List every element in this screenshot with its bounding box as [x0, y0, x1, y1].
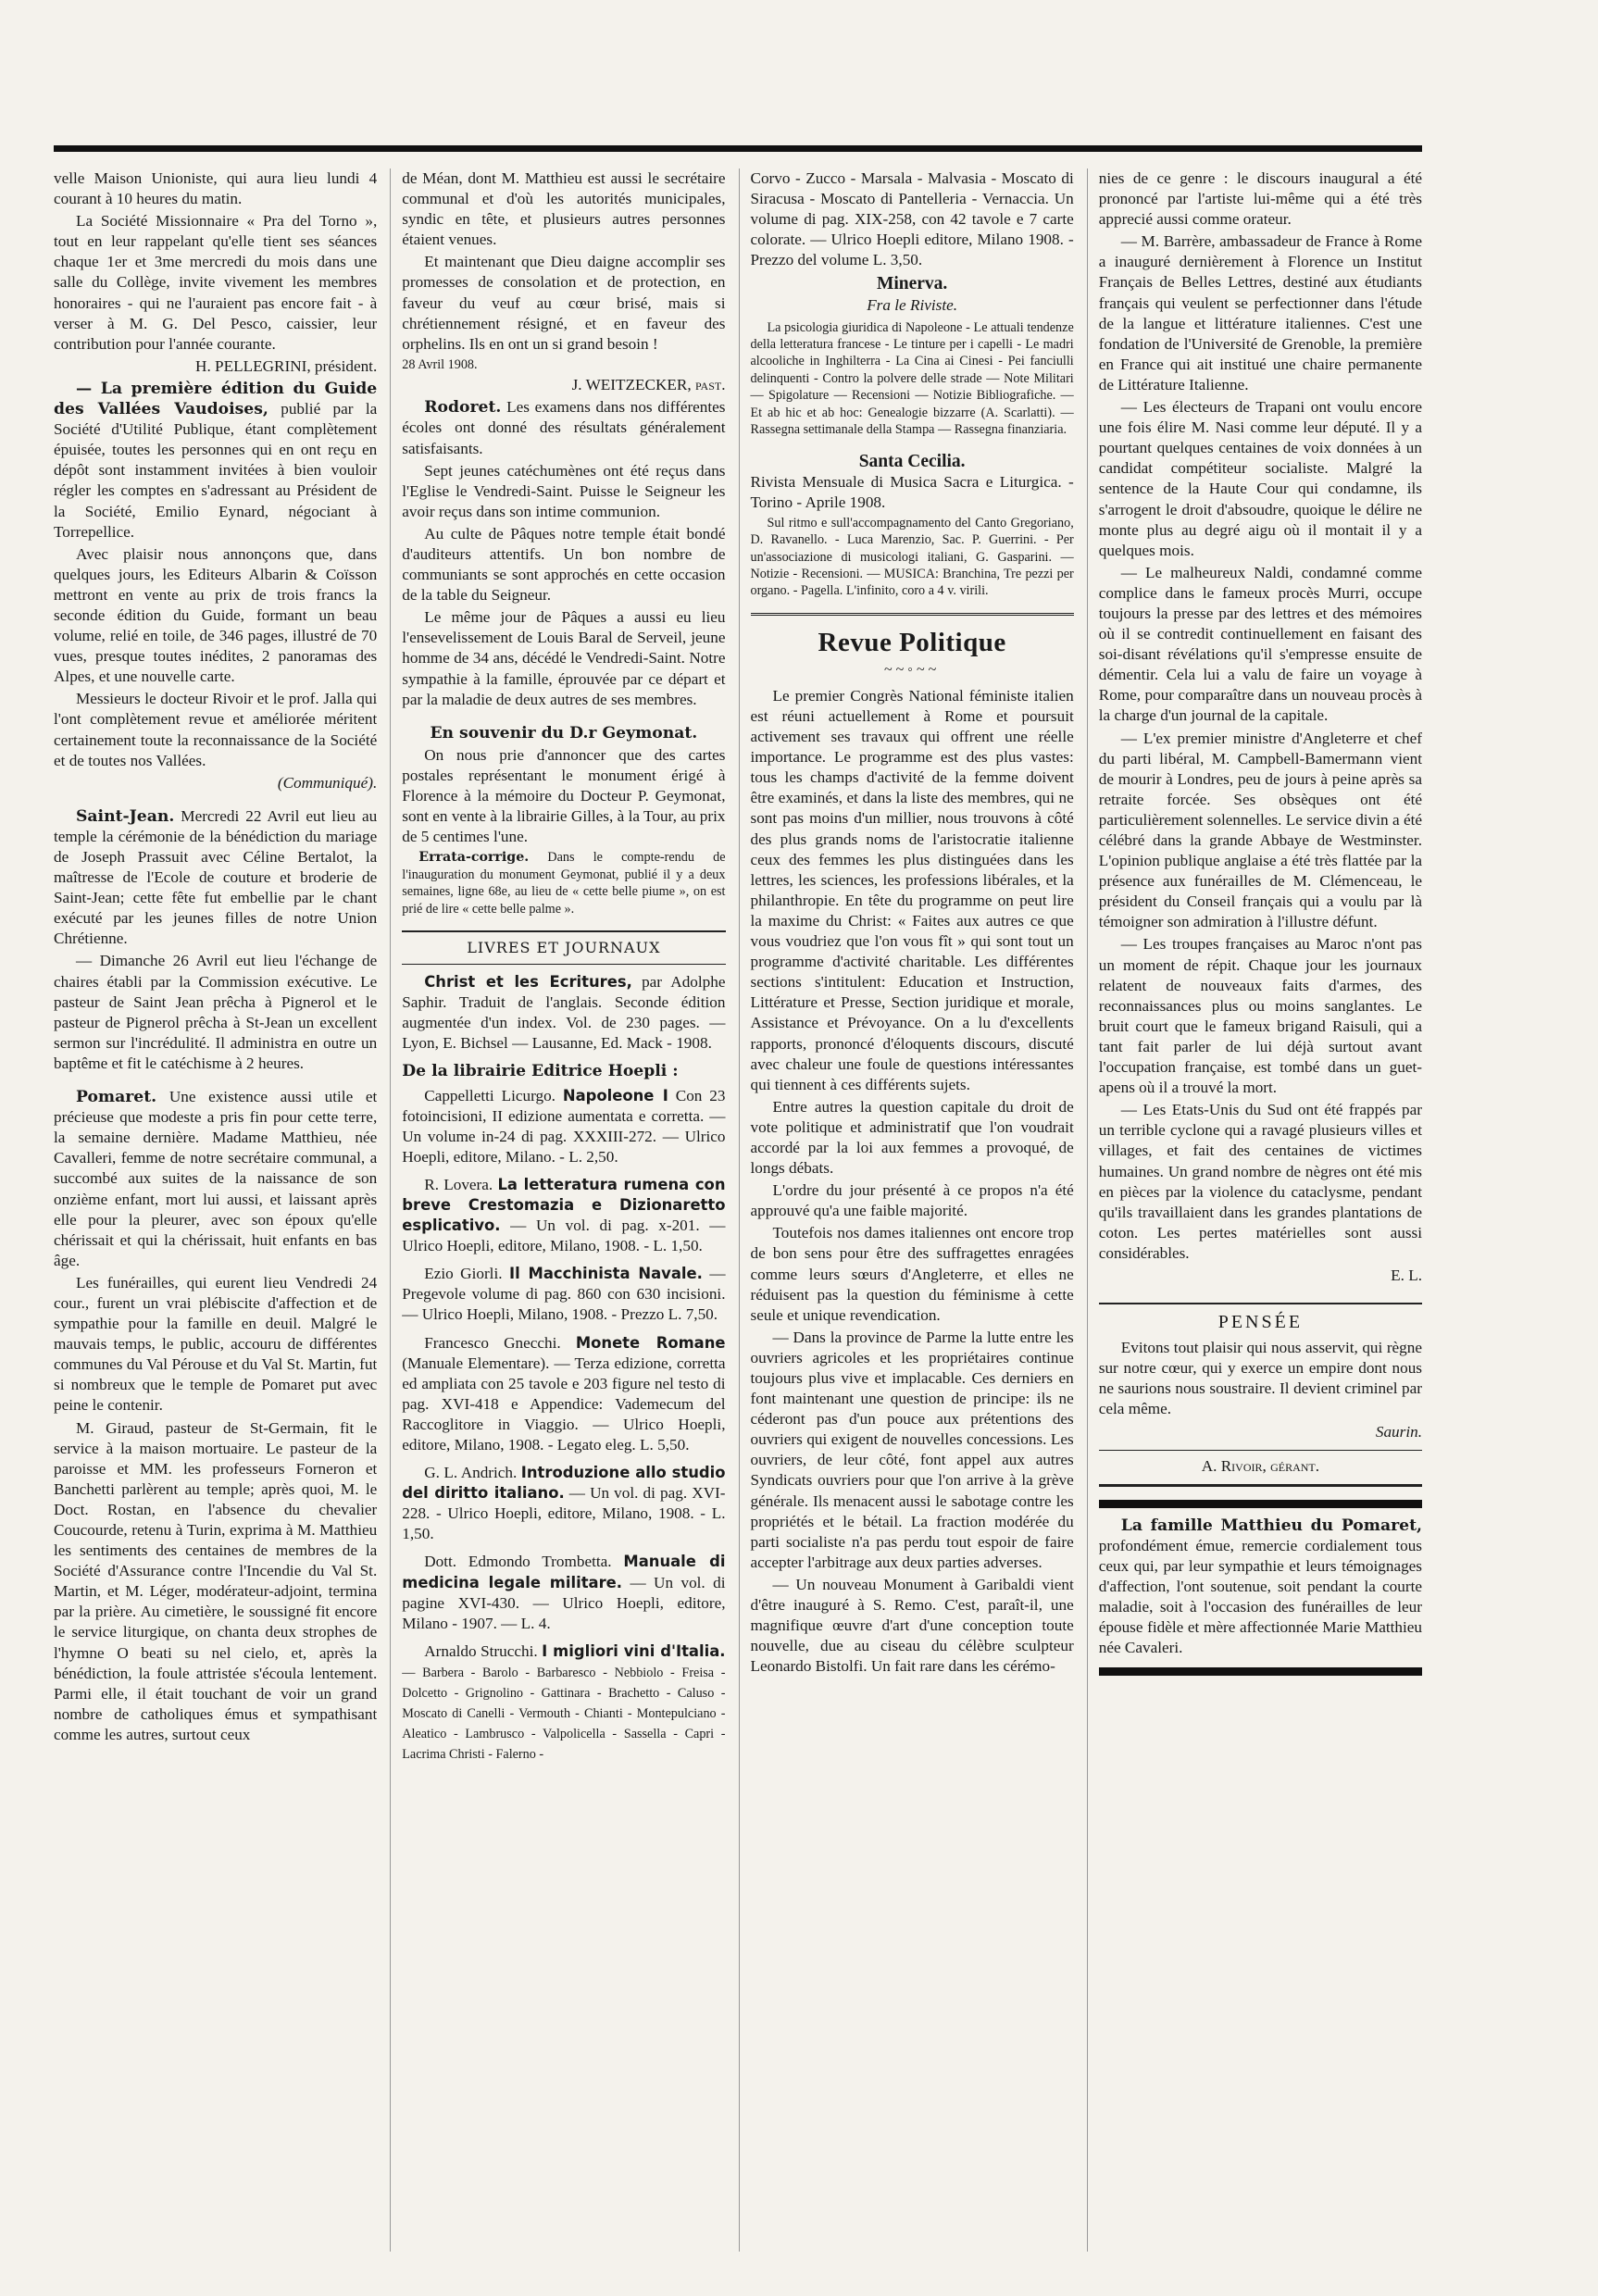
flourish-ornament: ~~◦~~	[883, 661, 941, 678]
saint-jean-headline: Saint-Jean.	[76, 806, 175, 826]
guide-headline: — La première édition du Guide des Vallées Vaudoises,	[54, 379, 378, 419]
errata-headline: Errata-corrige.	[418, 850, 530, 866]
revue-cont-paragraph-4: — Le malheureux Naldi, condamné comme complice dans le fameux procès Murri, occupe toujours la presse par des lettres et des mémoires où il se contredit continuellement en faisant des soi-disant révélations qu'il s'empresse ensuite de démentir. Cela lui a valu de faire un voyage à Rome, pour comparaître dans un nouveau procès à la charge d'un journal de la capitale.	[1098, 563, 1422, 725]
guide-paragraph-3: Messieurs le docteur Rivoir et le prof. Jalla qui l'ont complètement revue et améliorée méritent certainement toute la reconnaissance de la Société et de toutes nos Vallées.	[54, 690, 378, 769]
mean-date: 28 Avril 1908.	[402, 356, 478, 372]
book-christ-title: Christ et les Ecritures,	[424, 973, 632, 992]
pensee-signature: Saurin.	[1375, 1422, 1422, 1441]
book-medicina-desc: — Un vol. di pagine XVI-430. — Ulrico Hoepli, editore, Milano - 1907. — L. 4.	[402, 1573, 726, 1632]
revue-signature: E. L.	[1391, 1266, 1422, 1284]
geymonat-headline: En souvenir du D.r Geymonat.	[430, 723, 698, 742]
book-vini-author: Arnaldo Strucchi.	[424, 1641, 538, 1660]
book-macchinista-author: Ezio Giorli.	[424, 1265, 503, 1283]
gerant-line: A. Rivoir, gérant.	[1099, 1450, 1422, 1487]
book-napoleone-author: Cappelletti Licurgo.	[424, 1086, 556, 1104]
santa-cecilia-title: Santa Cecilia.	[858, 451, 966, 471]
book-napoleone-desc: Con 23 fotoincisioni, II edizione aumentata e corretta. — Un volume in-24 di pag. XXXIII-272. — Ulrico Hoepli, editore, Milano. - L. 2,50.	[402, 1086, 726, 1166]
geymonat-paragraph: On nous prie d'annoncer que des cartes postales représentant le monument érigé à Florence à la mémoire du Docteur P. Geymonat, sont en vente à la librairie Gilles, à la Tour, au prix de 5 centimes l'une.	[402, 745, 726, 846]
revue-cont-paragraph-1: nies de ce genre : le discours inaugural a été prononcé par l'artiste lui-même qui a été très apprecié aussi comme orateur.	[1098, 169, 1422, 229]
weitzecker-signature: J. WEITZECKER, past.	[571, 376, 726, 394]
book-macchinista-title: Il Macchinista Navale.	[508, 1265, 703, 1283]
column-4	[1087, 168, 1422, 2252]
pellegrini-signature: H. PELLEGRINI, président.	[195, 356, 378, 375]
pomaret-paragraph-2: Les funérailles, qui eurent lieu Vendredi 24 cour., furent un vrai plébiscite d'affection et de sympathie pour la famille en deuil. Malgré le mauvais temps, le public, accouru de différentes communes du Val Pérouse et du Val St. Martin, fut si nombreux que le temple de Pomaret put avec peine le contenir.	[54, 1273, 378, 1415]
newspaper-page	[54, 168, 1422, 2252]
revue-cont-paragraph-2: — M. Barrère, ambassadeur de France à Rome a inauguré dernièrement à Florence un Institut Français de Belles Lettres, destiné aux étudiants français qui veulent se perfectionner dans l'étude de la langue et littérature italiennes. C'est une fondation de l'Université de Grenoble, la première en France qui ait institué une chaire permanente de Littérature Italienne.	[1098, 232, 1422, 393]
guide-signature: (Communiqué).	[277, 773, 378, 792]
vini-continued: Corvo - Zucco - Marsala - Malvasia - Moscato di Siracusa - Moscato di Pantelleria - Vernaccia. Un volume di pag. XIX-258, con 42 tavole e 7 carte colorate. — Ulrico Hoepli editore, Milano 1908. - Prezzo del volume L. 3,50.	[750, 169, 1074, 269]
notice-headline: La famille Matthieu du Pomaret,	[1120, 1516, 1422, 1535]
pomaret-paragraph-1: Une existence aussi utile et précieuse que modeste a pris fin pour cette terre, la semaine dernière. Madame Matthieu, née Cavalleri, femme de notre secrétaire communal, a succombé aux suites de la naissance de son onzième enfant, mort lui aussi, et laissant après elle pour la pleurer, avec son époux qu'elle chérissait et qui la chérissait, huit enfants en bas âge.	[54, 1088, 378, 1269]
santa-cecilia-contents: Sul ritmo e sull'accompagnamento del Canto Gregoriano, D. Ravanello. - Luca Marenzio, Sac. P. Guerrini. - Per un'associazione di musicologi italiani, G. Gasparini. — Notizie - Recensioni. — MUSICA: Branchina, Tre pezzi per organo. - Pagella. L'infinito, coro a 4 v. virili.	[750, 515, 1074, 599]
book-medicina-author: Dott. Edmondo Trombetta.	[424, 1553, 612, 1571]
book-macchinista-desc: — Pregevole volume di pag. 860 con 630 incisioni. — Ulrico Hoepli, Milano, 1908. - Prezzo L. 7,50.	[402, 1265, 726, 1324]
book-monete	[402, 1333, 725, 1456]
saint-jean-article	[54, 806, 377, 1074]
minerva-subtitle: Fra le Riviste.	[867, 295, 958, 314]
pomaret-headline: Pomaret.	[76, 1088, 157, 1107]
book-diritto-title: Introduzione allo studio del diritto italiano.	[402, 1464, 726, 1503]
revue-paragraph-6: — Un nouveau Monument à Garibaldi vient d'être inauguré à S. Remo. C'est, paraît-il, une magnifique œuvre d'art d'une conception toute nouvelle, due au ciseau du célèbre sculpteur Leonardo Bistolfi. Un fait rare dans les cérémo-	[750, 1575, 1074, 1676]
book-letteratura-title: La letteratura rumena con breve Crestomazia e Dizionaretto esplicativo.	[402, 1175, 726, 1235]
minerva-title: Minerva.	[876, 274, 948, 294]
book-letteratura	[402, 1175, 725, 1256]
hoepli-heading: De la librairie Editrice Hoepli :	[402, 1062, 679, 1081]
book-diritto-author: G. L. Andrich.	[424, 1464, 518, 1482]
livres-journaux-heading: LIVRES ET JOURNAUX	[402, 930, 725, 965]
errata-paragraph: Dans le compte-rendu de l'inauguration du monument Geymonat, publié il y a deux semaines, ligne 68e, au lieu de « cette belle piume », on est prié de lire « cette belle palme ».	[402, 850, 726, 917]
book-vini-title: I migliori vini d'Italia.	[542, 1641, 726, 1660]
book-monete-author: Francesco Gnecchi.	[424, 1333, 561, 1352]
book-medicina-title: Manuale di medicina legale militare.	[402, 1553, 726, 1591]
saint-jean-paragraph-1: Mercredi 22 Avril eut lieu au temple la cérémonie de la bénédiction du mariage de Joseph Prassuit avec Céline Bertalot, la maîtresse de l'Ecole de couture et broderie de Saint-Jean; cette fête fut embellie par le chant exécuté par les jeunes filles de notre Union Chrétienne.	[54, 806, 378, 948]
guide-article	[54, 379, 377, 793]
column-3	[739, 168, 1074, 2252]
revue-cont-paragraph-3: — Les électeurs de Trapani ont voulu encore une fois élire M. Nasi comme leur député. Il y a pourtant quelques centaines de voix données à un candidat compétiteur socialiste. Malgré la sentence de la Haute Cour qui condamne, ils s'arrogent le droit d'absoudre, quoique le délire ne monte plus au degré aigu où il montait il y a quelques mois.	[1098, 398, 1422, 559]
revue-paragraph-1: Le premier Congrès National féministe italien est réuni actuellement à Rome et poursuit activement ses travaux qui offrent une réelle importance. Le programme est des plus vastes: tous les champs d'activité de la femme doivent être examinés, et dans la liste des membres, qui ne sont pas moins d'un millier, nous trouvons à côté des plus grands noms de l'aristocratie italienne ceux des femmes les plus distinguées dans les lettres, les sciences, les professions libérales, et la philanthropie. En tête du programme on peut lire la maxime du Christ: « Faites aux autres ce que vous voudriez que l'on vous fît » qui sont tout un programme d'activité charitable. Les différentes sections s'intitulent: Education et Instruction, Littérature et Presse, Section juridique et morale, Assistance et Prévoyance. On a lu d'excellents rapports, prononcé d'éloquents discours, discuté avec chaleur une foule de questions intéressantes qui tiennent à ces différents sujets.	[750, 686, 1074, 1093]
revue-paragraph-2: Entre autres la question capitale du droit de vote politique et administratif que l'on voudrait accordé par la loi aux femmes a provoqué, de longs débats.	[750, 1097, 1074, 1178]
rodoret-paragraph-3: Au culte de Pâques notre temple était bondé d'auditeurs attentifs. Un bon nombre de communiants se sont approchés en cette occasion de la table du Seigneur.	[402, 524, 726, 605]
guide-paragraph-2: Avec plaisir nous annonçons que, dans quelques jours, les Editeurs Albarin & Coïsson mettront en vente au prix de trois francs la seconde édition du Guide, formant un beau volume, relié en toile, de 346 pages, illustré de 70 vues, presque toutes inédites, 2 panoramas des Alpes, et une nouvelle carte.	[54, 544, 378, 686]
pomaret-paragraph-3: M. Giraud, pasteur de St-Germain, fit le service à la maison mortuaire. Le pasteur de la paroisse et MM. les professeurs Forneron et Banchetti parlèrent au temple; après quoi, M. le Doct. Rostan, en l'absence du chevalier Coucourde, retenu à Turin, exprima à M. Matthieu les sentiments des centaines de membres de la Société d'Assurance contre l'Incendie du Val St. Martin, et M. Léger, modérateur-adjoint, termina par la prière. Au cimetière, le soussigné fit encore le service liturgique, on chanta deux strophes de l'hymne O beati su nel cielo, et, après la bénédiction, la foule attristée s'écoula lentement. Parmi elle, il était touchant de voir un grand nombre de catholiques émus et sympathisant comme les autres, surtout ceux	[54, 1418, 378, 1743]
societe-missionnaire-paragraph: La Société Missionnaire « Pra del Torno », tout en leur rappelant qu'elle tient ses séances chaque 1er et 3me mercredi du mois dans une salle du Collège, invite vivement les membres honoraires - qui ne l'auraient pas encore fait - à verser à M. G. Del Pesco, caissier, leur contribution pour l'année courante.	[54, 212, 378, 353]
book-christ-desc: par Adolphe Saphir. Traduit de l'anglais. Seconde édition augmentée d'un index. Vol. de 230 pages. — Lyon, E. Bichsel — Lausanne, Ed. Mack - 1908.	[402, 973, 726, 1053]
book-monete-title: Monete Romane	[575, 1333, 726, 1352]
geymonat-article	[402, 723, 725, 917]
guide-paragraph-1: publié par la Société d'Utilité Publique, étant complètement épuisée, toutes les personnes qui en ont reçu en dépôt sont instamment invitées à bien vouloir régler les comptes en s'adressant au Président de la Société, Emilio Eynard, négociant à Torrepellice.	[54, 400, 378, 541]
book-vini	[402, 1641, 725, 1765]
rodoret-article	[402, 397, 725, 709]
revue-cont-paragraph-6: — Les troupes françaises au Maroc n'ont pas un moment de répit. Chaque jour les journaux relatent de nouveaux faits d'armes, des reconnaissances plus ou moins sanglantes. Le bruit court que le fameux brigand Raisuli, qui a tant fait parler de lui déjà surtout avant l'occupation française, est tombé dans un guet-apens où il a trouvé la mort.	[1098, 935, 1422, 1097]
mean-paragraph-2: Et maintenant que Dieu daigne accomplir ses promesses de consolation et de protection, en faveur du veuf au cœur brisé, mais si chrétiennement résigné, et en faveur des orphelins. Ils en ont un si grand besoin !	[402, 253, 726, 353]
maison-unioniste-paragraph: velle Maison Unioniste, qui aura lieu lundi 4 courant à 10 heures du matin.	[54, 169, 378, 208]
revue-cont-paragraph-7: — Les Etats-Unis du Sud ont été frappés par un terrible cyclone qui a ravagé plusieurs villes et villages, et fait des centaines de victimes humaines. Un grand nombre de nègres ont été mis en pièces par la violence du cataclysme, pendant qu'ils travaillaient dans les grandes plantations de coton. Les pertes matérielles sont aussi considérables.	[1098, 1101, 1422, 1262]
pomaret-article	[54, 1087, 377, 1745]
revue-politique-title: Revue Politique	[751, 613, 1074, 660]
book-christ	[402, 972, 725, 1054]
top-rule	[54, 145, 1422, 152]
column-2	[390, 168, 725, 2252]
pensee-heading: PENSÉE	[1099, 1303, 1422, 1332]
book-letteratura-author: R. Lovera.	[424, 1175, 493, 1193]
saint-jean-paragraph-2: — Dimanche 26 Avril eut lieu l'échange de chaires établi par la Commission exécutive. Le pasteur de Saint Jean prêcha à Pignerol et le pasteur de Pignerol prêcha à St-Jean un excellent sermon sur l'incrédulité. Il administra en outre un baptême et fit le catéchisme à 2 heures.	[54, 952, 378, 1072]
revue-cont-paragraph-5: — L'ex premier ministre d'Angleterre et chef du parti libéral, M. Campbell-Bamermann vient de mourir à Londres, peu de jours à peine après sa retraite forcée. Ses obsèques ont été particulièrement solennelles. Le service divin a été célébré dans la grande Abbaye de Westminster. L'opinion publique anglaise a été très flattée par la présence aux funérailles de M. Clémenceau, le président du Conseil français qui a voulu par là témoigner son admiration à l'illustre défunt.	[1098, 729, 1422, 931]
revue-paragraph-3: L'ordre du jour présenté à ce propos n'a été approuvé qu'a une faible majorité.	[750, 1181, 1074, 1220]
book-diritto-desc: — Un vol. di pag. XVI-228. - Ulrico Hoepli, editore, Milano, 1908. - L. 1,50.	[402, 1484, 726, 1543]
santa-cecilia-subtitle: Rivista Mensuale di Musica Sacra e Liturgica. - Torino - Aprile 1908.	[750, 472, 1074, 511]
rodoret-paragraph-1: Les examens dans nos différentes écoles ont donné des résultats généralement satisfaisants.	[402, 398, 726, 457]
rodoret-paragraph-4: Le même jour de Pâques a aussi eu lieu l'ensevelissement de Louis Baral de Serveil, jeune homme de 34 ans, décédé le Vendredi-Saint. Notre sympathie à la famille, éprouvée par ce départ et par la maladie de deux autres de ses membres.	[402, 608, 726, 708]
book-macchinista	[402, 1264, 725, 1325]
matthieu-notice	[1099, 1500, 1422, 1677]
rodoret-headline: Rodoret.	[424, 398, 502, 418]
notice-text: profondément émue, remercie cordialement tous ceux qui, par leur sympathie et leurs témoignages d'affection, l'ont soutenue, soit pendant la courte maladie, soit à l'occasion des funérailles de leur épouse fidèle et mère affectionnée Marie Matthieu née Cavaleri.	[1098, 1536, 1422, 1657]
revue-paragraph-5: — Dans la province de Parme la lutte entre les ouvriers agricoles et les propriétaires continue toujours plus vive et implacable. Ces derniers en font maintenant une question de principe: ils ne céderont pas d'un pouce aux prétentions des ouvriers qui exigent de nouvelles concessions. Les ouvriers, de leur côté, font appel aux autres Syndicats ouvriers pour que l'on arrive à la grève générale. Ils menacent aussi le sabotage contre les propriétés et le bétail. La fraction modérée du parti socialiste n'a pas perdu tout espoir de faire accepter l'arbitrage aux deux parties adverses.	[750, 1328, 1074, 1571]
book-napoleone	[402, 1086, 725, 1167]
book-monete-desc: (Manuale Elementare). — Terza edizione, corretta ed ampliata con 25 tavole e 203 figure nel testo di pag. XVI-418 e Appendice: Vademecum del Raccoglitore in Viaggio. — Ulrico Hoepli, editore, Milano, 1908. - Legato eleg. L. 5,50.	[402, 1354, 726, 1454]
minerva-contents: La psicologia giuridica di Napoleone - Le attuali tendenze della letteratura francese - Le tinture per i capelli - Le madri alcooliche in Inghilterra - La Cina ai Cinesi - Pei fanciulli delinquenti - Contro la polvere delle strade — Note Militari — Spigolature — Recensioni — Notizie Bibliografiche. — Et ab hic et ab hoc: Genealogie bizzarre (A. Scarlatti). — Rassegna settimanale della Stampa — Rassegna finanziaria.	[750, 319, 1074, 438]
book-medicina	[402, 1552, 725, 1633]
book-diritto	[402, 1463, 725, 1544]
book-vini-desc: — Barbera - Barolo - Barbaresco - Nebbiolo - Freisa - Dolcetto - Grignolino - Gattinara - Brachetto - Caluso - Moscato di Canelli - Vermouth - Chianti - Montepulciano - Aleatico - Lambrusco - Valpolicella - Sassella - Capri - Lacrima Christi - Falerno -	[402, 1665, 726, 1763]
column-1	[54, 168, 377, 2252]
book-letteratura-desc: — Un vol. di pag. x-201. — Ulrico Hoepli, editore, Milano, 1908. - L. 1,50.	[402, 1217, 726, 1255]
rodoret-paragraph-2: Sept jeunes catéchumènes ont été reçus dans l'Eglise le Vendredi-Saint. Puisse le Seigneur les avoir reçus dans son intime communion.	[402, 461, 726, 520]
pensee-paragraph: Evitons tout plaisir qui nous asservit, qui règne sur notre cœur, qui y exerce un empire dont nous ne saurions nous soustraire. Il devient criminel par cela même.	[1098, 1339, 1422, 1418]
mean-paragraph-1: de Méan, dont M. Matthieu est aussi le secrétaire communal et d'où les autorités municipales, syndic en tête, et plusieurs autres personnes étaient venues.	[402, 169, 726, 249]
revue-paragraph-4: Toutefois nos dames italiennes ont encore trop de bon sens pour être des suffragettes enragées comme leurs sœurs d'Angleterre, et elles ne réduisent pas la question du féminisme à cette seule et unique revendication.	[750, 1224, 1074, 1324]
book-napoleone-title: Napoleone I	[562, 1086, 668, 1104]
